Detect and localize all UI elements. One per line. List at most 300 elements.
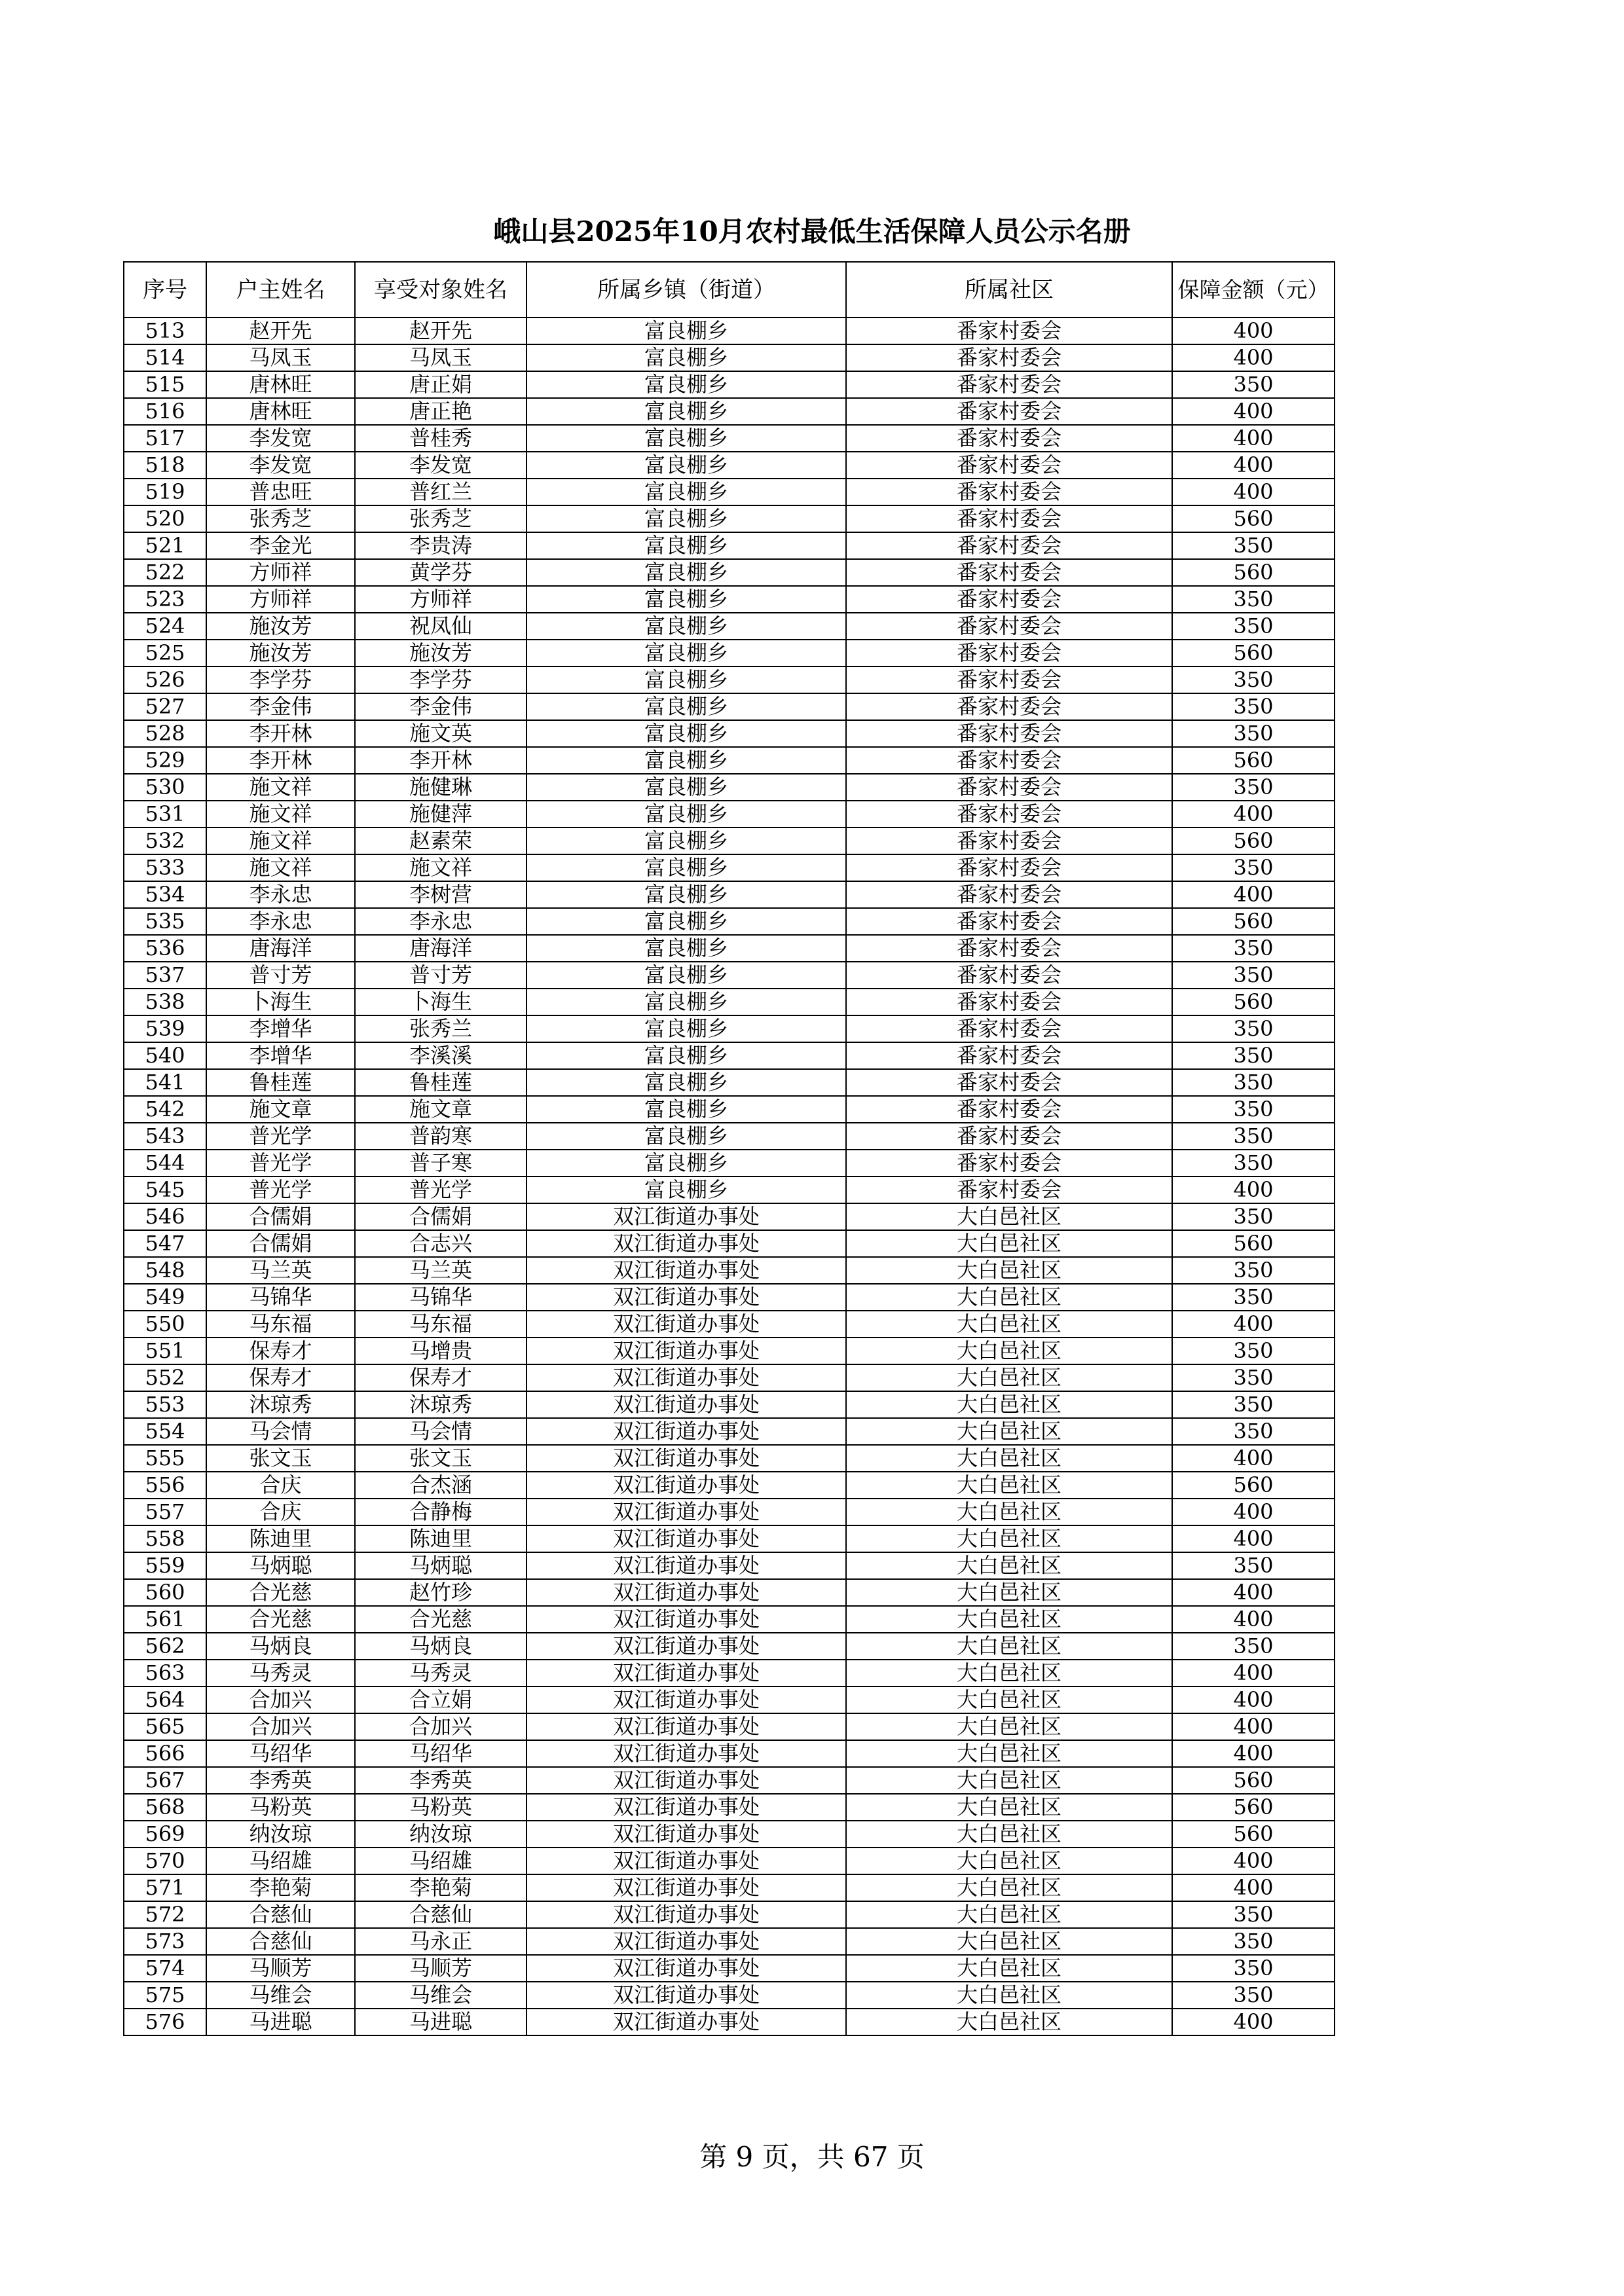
cell-index: 538 [124, 989, 206, 1015]
cell-beneficiary: 方师祥 [355, 586, 526, 613]
cell-amount: 350 [1172, 1901, 1335, 1928]
table-row [124, 1445, 1335, 1472]
cell-household-head: 施文祥 [206, 828, 355, 854]
cell-household-head: 李艳菊 [206, 1874, 355, 1901]
cell-community: 番家村委会 [846, 613, 1172, 640]
table-row [124, 1525, 1335, 1552]
cell-community: 大白邑社区 [846, 1821, 1172, 1848]
cell-household-head: 施文祥 [206, 854, 355, 881]
table-row [124, 398, 1335, 425]
table-row [124, 666, 1335, 693]
table-row [124, 881, 1335, 908]
cell-community: 番家村委会 [846, 881, 1172, 908]
cell-township: 富良棚乡 [526, 479, 846, 505]
cell-amount: 350 [1172, 1257, 1335, 1284]
cell-beneficiary: 普红兰 [355, 479, 526, 505]
cell-beneficiary: 普寸芳 [355, 962, 526, 989]
cell-township: 富良棚乡 [526, 1150, 846, 1176]
cell-township: 富良棚乡 [526, 881, 846, 908]
cell-township: 双江街道办事处 [526, 1445, 846, 1472]
cell-index: 531 [124, 801, 206, 828]
cell-index: 545 [124, 1176, 206, 1203]
table-row [124, 640, 1335, 666]
table-row [124, 344, 1335, 371]
cell-community: 番家村委会 [846, 398, 1172, 425]
cell-community: 大白邑社区 [846, 1284, 1172, 1311]
table-header-row [124, 262, 1335, 318]
cell-index: 554 [124, 1418, 206, 1445]
cell-amount: 350 [1172, 854, 1335, 881]
cell-community: 番家村委会 [846, 479, 1172, 505]
cell-amount: 560 [1172, 1767, 1335, 1794]
cell-index: 551 [124, 1338, 206, 1364]
cell-community: 番家村委会 [846, 1015, 1172, 1042]
cell-township: 富良棚乡 [526, 1042, 846, 1069]
table-row [124, 1928, 1335, 1955]
page-title: 峨山县2025年10月农村最低生活保障人员公示名册 [493, 215, 1131, 247]
table-row [124, 908, 1335, 935]
cell-beneficiary: 马会情 [355, 1418, 526, 1445]
cell-amount: 350 [1172, 1418, 1335, 1445]
cell-household-head: 李开林 [206, 720, 355, 747]
cell-township: 富良棚乡 [526, 613, 846, 640]
cell-township: 富良棚乡 [526, 318, 846, 344]
cell-township: 富良棚乡 [526, 586, 846, 613]
cell-amount: 400 [1172, 881, 1335, 908]
cell-township: 富良棚乡 [526, 425, 846, 452]
cell-index: 550 [124, 1311, 206, 1338]
cell-community: 番家村委会 [846, 371, 1172, 398]
cell-beneficiary: 赵素荣 [355, 828, 526, 854]
cell-township: 双江街道办事处 [526, 1364, 846, 1391]
cell-index: 557 [124, 1499, 206, 1525]
cell-township: 双江街道办事处 [526, 1284, 846, 1311]
cell-amount: 350 [1172, 613, 1335, 640]
cell-amount: 400 [1172, 1874, 1335, 1901]
cell-community: 大白邑社区 [846, 1767, 1172, 1794]
cell-beneficiary: 张秀兰 [355, 1015, 526, 1042]
cell-community: 番家村委会 [846, 1096, 1172, 1123]
cell-community: 番家村委会 [846, 801, 1172, 828]
table-row [124, 1338, 1335, 1364]
cell-household-head: 李永忠 [206, 881, 355, 908]
cell-community: 番家村委会 [846, 586, 1172, 613]
cell-community: 番家村委会 [846, 1069, 1172, 1096]
cell-beneficiary: 马绍雄 [355, 1848, 526, 1874]
cell-beneficiary: 保寿才 [355, 1364, 526, 1391]
cell-household-head: 普忠旺 [206, 479, 355, 505]
cell-township: 双江街道办事处 [526, 1579, 846, 1606]
cell-household-head: 方师祥 [206, 586, 355, 613]
cell-amount: 400 [1172, 479, 1335, 505]
cell-community: 番家村委会 [846, 747, 1172, 774]
cell-index: 544 [124, 1150, 206, 1176]
cell-community: 番家村委会 [846, 505, 1172, 532]
cell-household-head: 李金伟 [206, 693, 355, 720]
cell-index: 535 [124, 908, 206, 935]
cell-amount: 400 [1172, 1848, 1335, 1874]
cell-amount: 560 [1172, 640, 1335, 666]
cell-household-head: 李金光 [206, 532, 355, 559]
cell-amount: 350 [1172, 1069, 1335, 1096]
cell-index: 559 [124, 1552, 206, 1579]
cell-township: 双江街道办事处 [526, 1499, 846, 1525]
cell-household-head: 马东福 [206, 1311, 355, 1338]
table-row [124, 559, 1335, 586]
table-row [124, 425, 1335, 452]
table-row [124, 747, 1335, 774]
cell-community: 大白邑社区 [846, 1391, 1172, 1418]
cell-community: 大白邑社区 [846, 1633, 1172, 1660]
cell-beneficiary: 马东福 [355, 1311, 526, 1338]
cell-beneficiary: 合光慈 [355, 1606, 526, 1633]
cell-beneficiary: 唐正娟 [355, 371, 526, 398]
cell-township: 富良棚乡 [526, 935, 846, 962]
table-row [124, 1123, 1335, 1150]
table-row [124, 1311, 1335, 1338]
cell-community: 番家村委会 [846, 1042, 1172, 1069]
cell-community: 大白邑社区 [846, 1686, 1172, 1713]
cell-amount: 560 [1172, 1230, 1335, 1257]
cell-index: 533 [124, 854, 206, 881]
cell-beneficiary: 马兰英 [355, 1257, 526, 1284]
cell-index: 526 [124, 666, 206, 693]
cell-community: 大白邑社区 [846, 1338, 1172, 1364]
cell-beneficiary: 李树营 [355, 881, 526, 908]
cell-household-head: 唐海洋 [206, 935, 355, 962]
cell-household-head: 张秀芝 [206, 505, 355, 532]
cell-township: 富良棚乡 [526, 640, 846, 666]
cell-index: 523 [124, 586, 206, 613]
cell-beneficiary: 施文章 [355, 1096, 526, 1123]
table-row [124, 1552, 1335, 1579]
cell-household-head: 李发宽 [206, 452, 355, 479]
cell-amount: 350 [1172, 371, 1335, 398]
table-row [124, 318, 1335, 344]
table-row [124, 1713, 1335, 1740]
table-row [124, 828, 1335, 854]
cell-beneficiary: 沐琼秀 [355, 1391, 526, 1418]
cell-index: 567 [124, 1767, 206, 1794]
cell-index: 555 [124, 1445, 206, 1472]
cell-household-head: 卜海生 [206, 989, 355, 1015]
cell-community: 番家村委会 [846, 720, 1172, 747]
cell-household-head: 马秀灵 [206, 1660, 355, 1686]
cell-community: 番家村委会 [846, 640, 1172, 666]
table-row [124, 1150, 1335, 1176]
cell-index: 566 [124, 1740, 206, 1767]
table-row [124, 720, 1335, 747]
cell-beneficiary: 鲁桂莲 [355, 1069, 526, 1096]
table-row [124, 1848, 1335, 1874]
cell-beneficiary: 马进聪 [355, 2009, 526, 2035]
cell-beneficiary: 卜海生 [355, 989, 526, 1015]
cell-amount: 350 [1172, 1150, 1335, 1176]
cell-amount: 350 [1172, 1364, 1335, 1391]
cell-community: 大白邑社区 [846, 1311, 1172, 1338]
cell-township: 富良棚乡 [526, 1176, 846, 1203]
cell-index: 574 [124, 1955, 206, 1982]
cell-amount: 350 [1172, 1633, 1335, 1660]
cell-community: 番家村委会 [846, 532, 1172, 559]
cell-household-head: 普寸芳 [206, 962, 355, 989]
cell-household-head: 马绍华 [206, 1740, 355, 1767]
cell-household-head: 施文祥 [206, 801, 355, 828]
table-row [124, 1686, 1335, 1713]
cell-amount: 350 [1172, 935, 1335, 962]
cell-township: 双江街道办事处 [526, 1525, 846, 1552]
table-row [124, 1982, 1335, 2009]
cell-community: 大白邑社区 [846, 1499, 1172, 1525]
cell-community: 番家村委会 [846, 935, 1172, 962]
cell-index: 516 [124, 398, 206, 425]
cell-household-head: 李永忠 [206, 908, 355, 935]
cell-household-head: 马炳聪 [206, 1552, 355, 1579]
cell-beneficiary: 马增贵 [355, 1338, 526, 1364]
cell-amount: 400 [1172, 425, 1335, 452]
column-header-township: 所属乡镇（街道） [526, 262, 846, 318]
cell-household-head: 合儒娟 [206, 1230, 355, 1257]
cell-amount: 350 [1172, 774, 1335, 801]
cell-household-head: 合光慈 [206, 1606, 355, 1633]
table-row [124, 371, 1335, 398]
cell-township: 富良棚乡 [526, 1015, 846, 1042]
cell-beneficiary: 普光学 [355, 1176, 526, 1203]
cell-amount: 350 [1172, 1391, 1335, 1418]
cell-index: 517 [124, 425, 206, 452]
table-row [124, 586, 1335, 613]
cell-township: 双江街道办事处 [526, 1740, 846, 1767]
cell-beneficiary: 普桂秀 [355, 425, 526, 452]
cell-community: 大白邑社区 [846, 1982, 1172, 2009]
cell-amount: 400 [1172, 1686, 1335, 1713]
cell-amount: 560 [1172, 1794, 1335, 1821]
cell-amount: 350 [1172, 1042, 1335, 1069]
cell-amount: 400 [1172, 1445, 1335, 1472]
cell-index: 541 [124, 1069, 206, 1096]
cell-household-head: 张文玉 [206, 1445, 355, 1472]
cell-township: 富良棚乡 [526, 747, 846, 774]
cell-amount: 400 [1172, 1499, 1335, 1525]
cell-household-head: 合慈仙 [206, 1901, 355, 1928]
table-row [124, 774, 1335, 801]
page-footer: 第 9 页，共 67 页 [699, 2141, 925, 2173]
cell-household-head: 马维会 [206, 1982, 355, 2009]
cell-amount: 350 [1172, 1015, 1335, 1042]
cell-beneficiary: 合静梅 [355, 1499, 526, 1525]
cell-township: 双江街道办事处 [526, 1767, 846, 1794]
cell-township: 富良棚乡 [526, 559, 846, 586]
cell-amount: 350 [1172, 1123, 1335, 1150]
cell-index: 576 [124, 2009, 206, 2035]
table-row [124, 935, 1335, 962]
cell-township: 富良棚乡 [526, 1096, 846, 1123]
cell-community: 大白邑社区 [846, 2009, 1172, 2035]
cell-index: 564 [124, 1686, 206, 1713]
cell-index: 522 [124, 559, 206, 586]
cell-beneficiary: 李艳菊 [355, 1874, 526, 1901]
column-header-household-head: 户主姓名 [206, 262, 355, 318]
cell-community: 大白邑社区 [846, 1740, 1172, 1767]
cell-beneficiary: 唐正艳 [355, 398, 526, 425]
cell-community: 大白邑社区 [846, 1606, 1172, 1633]
table-row [124, 1230, 1335, 1257]
cell-beneficiary: 合加兴 [355, 1713, 526, 1740]
cell-township: 富良棚乡 [526, 828, 846, 854]
cell-community: 番家村委会 [846, 828, 1172, 854]
cell-community: 大白邑社区 [846, 1874, 1172, 1901]
cell-community: 大白邑社区 [846, 1928, 1172, 1955]
table-row [124, 989, 1335, 1015]
cell-township: 双江街道办事处 [526, 1901, 846, 1928]
cell-community: 番家村委会 [846, 908, 1172, 935]
cell-township: 双江街道办事处 [526, 1821, 846, 1848]
cell-household-head: 方师祥 [206, 559, 355, 586]
cell-township: 双江街道办事处 [526, 1552, 846, 1579]
cell-index: 537 [124, 962, 206, 989]
cell-household-head: 唐林旺 [206, 398, 355, 425]
cell-township: 富良棚乡 [526, 398, 846, 425]
table-row [124, 1418, 1335, 1445]
cell-township: 双江街道办事处 [526, 1794, 846, 1821]
cell-index: 513 [124, 318, 206, 344]
cell-beneficiary: 马永正 [355, 1928, 526, 1955]
cell-township: 富良棚乡 [526, 1069, 846, 1096]
cell-household-head: 马粉英 [206, 1794, 355, 1821]
cell-index: 573 [124, 1928, 206, 1955]
cell-index: 561 [124, 1606, 206, 1633]
cell-household-head: 保寿才 [206, 1364, 355, 1391]
cell-community: 番家村委会 [846, 1150, 1172, 1176]
cell-township: 富良棚乡 [526, 720, 846, 747]
cell-community: 大白邑社区 [846, 1901, 1172, 1928]
cell-household-head: 施文章 [206, 1096, 355, 1123]
cell-index: 572 [124, 1901, 206, 1928]
cell-community: 番家村委会 [846, 344, 1172, 371]
table-row [124, 1203, 1335, 1230]
table-row [124, 1176, 1335, 1203]
cell-beneficiary: 李秀英 [355, 1767, 526, 1794]
cell-index: 543 [124, 1123, 206, 1150]
cell-beneficiary: 李贵涛 [355, 532, 526, 559]
cell-amount: 560 [1172, 1472, 1335, 1499]
cell-amount: 350 [1172, 1552, 1335, 1579]
cell-township: 富良棚乡 [526, 854, 846, 881]
cell-township: 富良棚乡 [526, 774, 846, 801]
cell-township: 双江街道办事处 [526, 1203, 846, 1230]
cell-index: 514 [124, 344, 206, 371]
cell-community: 大白邑社区 [846, 1579, 1172, 1606]
cell-community: 大白邑社区 [846, 1955, 1172, 1982]
cell-township: 双江街道办事处 [526, 1982, 846, 2009]
cell-township: 富良棚乡 [526, 371, 846, 398]
cell-beneficiary: 李发宽 [355, 452, 526, 479]
cell-beneficiary: 李永忠 [355, 908, 526, 935]
cell-household-head: 李增华 [206, 1015, 355, 1042]
table-row [124, 962, 1335, 989]
cell-index: 562 [124, 1633, 206, 1660]
cell-household-head: 马进聪 [206, 2009, 355, 2035]
cell-household-head: 马锦华 [206, 1284, 355, 1311]
cell-index: 521 [124, 532, 206, 559]
cell-community: 大白邑社区 [846, 1418, 1172, 1445]
cell-township: 富良棚乡 [526, 989, 846, 1015]
cell-beneficiary: 普韵寒 [355, 1123, 526, 1150]
cell-township: 双江街道办事处 [526, 1257, 846, 1284]
cell-community: 番家村委会 [846, 425, 1172, 452]
cell-amount: 560 [1172, 1821, 1335, 1848]
cell-amount: 350 [1172, 1982, 1335, 2009]
table-row [124, 1284, 1335, 1311]
cell-index: 527 [124, 693, 206, 720]
cell-household-head: 马会情 [206, 1418, 355, 1445]
cell-community: 大白邑社区 [846, 1713, 1172, 1740]
cell-index: 558 [124, 1525, 206, 1552]
cell-household-head: 合庆 [206, 1499, 355, 1525]
cell-beneficiary: 陈迪里 [355, 1525, 526, 1552]
cell-index: 553 [124, 1391, 206, 1418]
table-row [124, 1660, 1335, 1686]
table-row [124, 1633, 1335, 1660]
cell-beneficiary: 普子寒 [355, 1150, 526, 1176]
cell-index: 525 [124, 640, 206, 666]
cell-household-head: 马顺芳 [206, 1955, 355, 1982]
cell-amount: 350 [1172, 666, 1335, 693]
cell-beneficiary: 赵开先 [355, 318, 526, 344]
cell-index: 552 [124, 1364, 206, 1391]
cell-index: 575 [124, 1982, 206, 2009]
cell-index: 532 [124, 828, 206, 854]
cell-township: 双江街道办事处 [526, 1955, 846, 1982]
cell-community: 大白邑社区 [846, 1848, 1172, 1874]
cell-household-head: 陈迪里 [206, 1525, 355, 1552]
cell-township: 双江街道办事处 [526, 1391, 846, 1418]
cell-amount: 400 [1172, 1713, 1335, 1740]
cell-beneficiary: 张文玉 [355, 1445, 526, 1472]
cell-community: 番家村委会 [846, 452, 1172, 479]
cell-amount: 350 [1172, 586, 1335, 613]
cell-index: 546 [124, 1203, 206, 1230]
cell-household-head: 纳汝琼 [206, 1821, 355, 1848]
cell-amount: 400 [1172, 1660, 1335, 1686]
cell-beneficiary: 马锦华 [355, 1284, 526, 1311]
cell-community: 番家村委会 [846, 1176, 1172, 1203]
table-row [124, 1472, 1335, 1499]
cell-township: 富良棚乡 [526, 801, 846, 828]
cell-index: 530 [124, 774, 206, 801]
cell-township: 富良棚乡 [526, 452, 846, 479]
cell-index: 568 [124, 1794, 206, 1821]
cell-household-head: 普光学 [206, 1176, 355, 1203]
cell-amount: 350 [1172, 1338, 1335, 1364]
table-row [124, 1579, 1335, 1606]
cell-amount: 560 [1172, 559, 1335, 586]
cell-household-head: 合慈仙 [206, 1928, 355, 1955]
cell-index: 556 [124, 1472, 206, 1499]
cell-township: 富良棚乡 [526, 693, 846, 720]
cell-index: 547 [124, 1230, 206, 1257]
cell-township: 双江街道办事处 [526, 1606, 846, 1633]
table-row [124, 1069, 1335, 1096]
cell-household-head: 鲁桂莲 [206, 1069, 355, 1096]
cell-household-head: 合加兴 [206, 1686, 355, 1713]
cell-beneficiary: 李溪溪 [355, 1042, 526, 1069]
cell-community: 番家村委会 [846, 989, 1172, 1015]
table-row [124, 801, 1335, 828]
cell-index: 524 [124, 613, 206, 640]
cell-household-head: 合儒娟 [206, 1203, 355, 1230]
cell-amount: 560 [1172, 747, 1335, 774]
